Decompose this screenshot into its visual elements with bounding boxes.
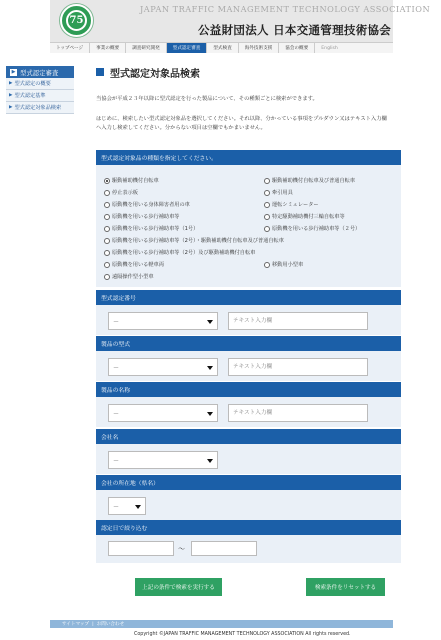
caret-down-icon [207,320,213,324]
type-radio[interactable] [104,237,284,244]
type-radio[interactable] [264,261,303,268]
sidebar-heading [6,66,74,78]
select-value: － [113,410,120,418]
radio-label: 遠隔操作型小型車 [112,274,154,280]
radio-label: 原動機を用いる歩行補助車等（2号）及び駆動補助機付自転車 [112,250,256,256]
site-header [50,0,431,42]
radio-label: 原動機を用いる身体障害者用の車 [112,202,190,208]
select-value: － [113,457,120,465]
date-to-input[interactable] [191,541,257,556]
radio-icon [104,202,110,208]
sidebar-heading-label: 型式認定審査 [20,68,59,77]
contact-link[interactable]: お問い合わせ [96,622,125,627]
instruction-text-line1: はじめに、検索したい型式認定対象品を選択してください。それ以降、分かっている事項をプルダウン又はテキスト入力欄 [96,116,387,122]
radio-icon [104,238,110,244]
radio-checked-icon [104,178,110,184]
global-nav [50,42,393,53]
radio-label: 移動用小型車 [272,262,304,268]
chevron-right-icon: ▶ [11,68,16,75]
product-name-heading: 製品の名称 [96,382,401,397]
sidebar-item-search[interactable] [6,102,74,114]
type-radio[interactable] [104,261,164,268]
type-radio[interactable] [264,225,360,232]
page-title-text: 型式認定対象品検索 [110,68,200,80]
date-range-tilde: ～ [178,545,185,553]
sidebar-item-overview[interactable] [6,78,74,90]
radio-icon [104,274,110,280]
radio-icon [104,226,110,232]
caret-down-icon [207,412,213,416]
radio-icon [264,262,270,268]
nav-type-cert[interactable]: 型式認定審査 [167,43,208,53]
association-logo-icon[interactable] [60,4,93,37]
select-value: － [113,318,120,326]
radio-label: 特定駆動補助機付三輪自転車等 [272,214,345,220]
radio-label: 牽引用具 [272,190,293,196]
type-radio[interactable] [104,201,190,208]
footer-separator: | [92,621,94,627]
radio-icon [264,214,270,220]
radio-icon [264,178,270,184]
prefecture-heading: 会社の所在地（県名） [96,475,401,490]
nav-type-inspection[interactable]: 型式検査 [207,43,238,53]
type-radio[interactable] [104,213,179,220]
select-value: － [113,503,120,511]
type-radio[interactable] [104,225,198,232]
nav-overseas[interactable]: 海外技術支援 [239,43,280,53]
radio-icon [264,226,270,232]
type-radio[interactable] [264,189,293,196]
cert-number-input[interactable] [228,312,368,330]
type-radio[interactable] [264,177,355,184]
radio-icon [264,202,270,208]
product-type-heading: 製品の型式 [96,336,401,351]
caret-down-icon [207,459,213,463]
radio-icon [104,250,110,256]
date-filter-heading: 認定日で絞り込む [96,520,401,535]
radio-label: 駆動補助機付自転車 [112,178,159,184]
select-value: － [113,364,120,372]
copyright: Copyright ©JAPAN TRAFFIC MANAGEMENT TECHNOLOGY ASSOCIATION All rights reserved. [134,632,351,637]
type-radio[interactable] [104,189,138,196]
radio-label: 停止表示板 [112,190,138,196]
caret-down-icon [207,366,213,370]
nav-business[interactable]: 事業の概要 [90,43,126,53]
sidebar-item-label: 型式認定の概要 [14,81,51,87]
sidebar-item-standards[interactable] [6,90,74,102]
product-name-input[interactable] [228,404,368,422]
logo-number: 75 [69,15,84,26]
japanese-site-title: 公益財団法人 日本交通管理技術協会 [198,23,392,37]
nav-english[interactable]: English [321,45,338,51]
radio-label: 駆動補助機付自転車及び普通自転車 [272,178,356,184]
radio-label: 原動機を用いる軽車両 [112,262,164,268]
company-heading: 会社名 [96,429,401,444]
caret-down-icon [135,505,141,509]
instruction-text-line2: へ入力し検索してください。分からない項目は空欄でもかまいません。 [96,125,266,131]
nav-about[interactable]: 協会の概要 [279,43,315,53]
radio-icon [104,190,110,196]
main-content [96,66,401,78]
radio-icon [264,190,270,196]
search-button[interactable]: 上記の条件で検索を実行する [135,578,222,596]
triangle-right-icon: ▶ [9,81,13,86]
intro-text: 当協会が平成２３年以降に型式認定を行った製品について、その種類ごとに検索ができます。 [96,96,318,102]
footer-links [50,620,393,628]
type-radio[interactable] [104,249,255,256]
reset-button[interactable]: 検索条件をリセットする [306,578,385,596]
radio-label: 原動機を用いる歩行補助車等（1号） [112,226,199,232]
page-title [96,66,401,78]
radio-label: 運転シミュレーター [272,202,319,208]
sidebar-item-label: 型式認定対象品検索 [14,105,62,111]
product-type-input[interactable] [228,358,368,376]
type-radio[interactable] [264,213,345,220]
date-from-input[interactable] [108,541,174,556]
product-type-select[interactable] [108,358,218,376]
cert-number-select[interactable] [108,312,218,330]
radio-icon [104,214,110,220]
type-panel-heading: 型式認定対象品の種類を指定してください。 [96,150,401,165]
type-radio[interactable] [264,201,319,208]
square-bullet-icon [96,68,104,76]
sidebar [6,66,74,114]
radio-icon [104,262,110,268]
radio-label: 原動機を用いる歩行補助車等（2号）・駆動補助機付自転車及び普通自転車 [112,238,284,244]
triangle-right-icon: ▶ [9,93,13,98]
triangle-right-icon: ▶ [9,105,13,110]
nav-research[interactable]: 調査研究開発 [126,43,167,53]
english-site-title: JAPAN TRAFFIC MANAGEMENT TECHNOLOGY ASSOCIATION [140,4,431,14]
cert-number-heading: 型式認定番号 [96,290,401,305]
sidebar-item-label: 型式認定基準 [14,93,46,99]
nav-top[interactable]: トップページ [50,43,90,53]
product-name-select[interactable] [108,404,218,422]
type-radio[interactable] [104,177,159,184]
company-select[interactable] [108,451,218,469]
radio-label: 原動機を用いる歩行補助車等（２号） [272,226,361,232]
sitemap-link[interactable]: サイトマップ [62,622,90,627]
type-radio[interactable] [104,273,154,280]
prefecture-select[interactable] [108,497,146,515]
radio-label: 原動機を用いる歩行補助車等 [112,214,180,220]
